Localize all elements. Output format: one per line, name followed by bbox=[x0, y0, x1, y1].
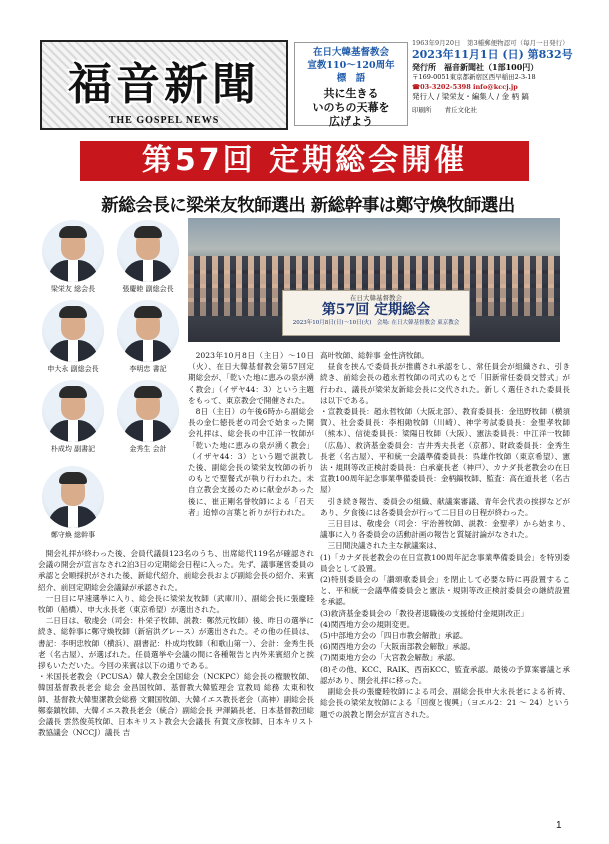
portrait-card bbox=[38, 380, 108, 454]
address-line: 〒169-0051東京都新宿区西早稲田2-3-18 bbox=[412, 73, 536, 81]
portrait-photo bbox=[117, 220, 179, 282]
subheadline: 新総会長に梁栄友牧師選出 新総幹事は鄭守煥牧師選出 bbox=[101, 196, 515, 216]
portrait-name: 申大永 副総会長 bbox=[47, 365, 99, 373]
masthead-logo bbox=[40, 40, 288, 130]
article-paragraph: 2023年10月8日（主日）〜10日（火）、在日大韓基督教会第57回定期総会が、「乾いた地に恵みの泉が湧く教会」（イザヤ44：3）という主題をもって、東京教会で開催された。 bbox=[188, 351, 314, 405]
article-paragraph: 高叶牧師、総幹事 金性済牧師。 bbox=[320, 351, 429, 360]
resolution-item: (1)「カナダ長老教会の在日宣教100周年記念事業準備委員会」を特別委員会として設置。 bbox=[320, 552, 570, 573]
portrait-photo bbox=[42, 466, 104, 528]
contact-line: ☎03-3202-5398 info@kccj.jp bbox=[412, 83, 518, 91]
motto-line6: 広げよう bbox=[329, 115, 373, 128]
portrait-photo bbox=[42, 380, 104, 442]
portrait-card bbox=[113, 380, 183, 454]
portrait-photo bbox=[117, 380, 179, 442]
article-paragraph: 二日目は、敬虔会（司会：朴栄子牧師、説教：鄭然元牧師）後、昨日の選挙に続き、総幹事に鄭守煥牧師（新宿洪グレース）が選出された。その他の任員は、書記：李明忠牧師（横浜）、副書記：朴成均牧師（和歌山第一）、会計：金秀生長老（名古屋）、が選ばれた。任員選挙や会議の間に各種報告と内外来賓紹介と挨拶もいただいた。今回の来賓は以下の通りである。 bbox=[38, 616, 314, 671]
portrait-name: 張慶睦 副総会長 bbox=[122, 285, 174, 293]
article-paragraph: 8日（主日）の午後6時から副総会長の金仁徳長老の司会で始まった開会礼拝は、総会長の中江洋一牧師が「乾いた地に恵みの泉が湧く教会」（イザヤ44：3）という題で説教した後、副総会長の梁栄友牧師の祈りのもとで聖餐式が執り行われた。未自立教会支援のために献金があった後に、崔正剛名誉牧師による「召天者」追悼の言葉と祈りが行われた。 bbox=[188, 407, 314, 517]
motto-line2: 宣教110～120周年 bbox=[307, 60, 395, 71]
article-paragraph: 昼食を挟んで委員長が推薦され承認をし、常任員会が組織され、引き続き、前総会長の趙永哲牧師の司式のもとで「旧新常任委員交替式」が行われ、議長が梁栄友新総会長に交代された。新しく選任された委員長は以下である。 bbox=[320, 362, 570, 405]
motto-line5: いのちの天幕を bbox=[312, 101, 390, 114]
resolution-item: (5)中部地方会の「四日市教会解散」承認。 bbox=[320, 631, 468, 641]
masthead-title: 福音新聞 bbox=[68, 59, 260, 110]
photo-banner-line3: 2023年10月8日(日)〜10日(火) 会場: 在日大韓基督教会 東京教会 bbox=[292, 320, 460, 326]
photo-stage-banner bbox=[282, 290, 470, 336]
printer-line: 印刷所 青丘文化社 bbox=[412, 106, 477, 114]
article-paragraph: 一日目に早速選挙に入り、総会長に梁栄友牧師（武庫川）、副総会長に張慶睦牧師（船橋）、申大永長老（東京希望）が選出された。 bbox=[38, 593, 314, 615]
portrait-card bbox=[38, 220, 108, 294]
motto-line3: 標 語 bbox=[336, 73, 366, 84]
issue-info bbox=[412, 38, 577, 115]
publisher-line: 発行所 福音新聞社（1部100円） bbox=[412, 62, 539, 72]
portrait-name: 鄭守煥 総幹事 bbox=[50, 531, 96, 539]
motto-line4: 共に生きる bbox=[323, 87, 379, 100]
editor-line: 発行人 / 梁栄友・編集人 / 金 柄 鎬 bbox=[412, 92, 529, 101]
article-paragraph: ・米国長老教会（PCUSA）韓人教会全国総会（NCKPC）総会長の権駿牧師、韓国基督教長老会 総会 金昌国牧師、基督教大韓監理会 宣教局 総務 太東和牧師、基督教大韓聖潔教会総務 文爾国牧師、大韓イエス教長老会（高神）副総会長 鄭泰鎮牧師、大韓イエス教長老会（統合）副総会長 尹渾鎬長老、日本基督教団総会議長 雲然俊英牧師、日本キリスト教会大会議長 有賀文彦牧師、日本キリスト教協議会（NCCJ）議長 吉 bbox=[38, 672, 314, 738]
portrait-name: 李明忠 書記 bbox=[129, 365, 167, 373]
article-paragraph: 副総会長の張慶睦牧師による司会、副総会長申大永長老による祈祷、総会長の梁栄友牧師による「回復と復興」（ヨエル2：21 〜 24）という題での説教と閉会が宣言された。 bbox=[320, 687, 570, 719]
portrait-photo bbox=[117, 300, 179, 362]
portrait-card bbox=[38, 466, 108, 540]
portrait-card bbox=[113, 300, 183, 374]
resolution-item: (4)関西地方会の規則変更。 bbox=[320, 619, 415, 629]
article-left-column bbox=[38, 548, 314, 738]
resolution-item: (2)特別委員会の「讃頌歌委員会」を閉止して必要な時に再設置すること、平和統一会議準備委員会と憲法・規則等改正検討委員会の継続設置を承認。 bbox=[320, 575, 570, 607]
portrait-card bbox=[38, 300, 108, 374]
motto-box bbox=[294, 42, 408, 126]
resolution-item: (6)関西地方会の「大阪南部教会解散」承認。 bbox=[320, 642, 476, 652]
motto-line1: 在日大韓基督教会 bbox=[312, 47, 389, 58]
article-paragraph: 三日目は、敬虔会（司会：宇治善牧師、説教：金聖孝）から始まり、議事に入り各委員会の活動計画の報告と質疑討論がなされた。 bbox=[320, 519, 570, 540]
portrait-card bbox=[113, 220, 183, 294]
portrait-photo bbox=[42, 220, 104, 282]
portrait-name: 梁栄友 総会長 bbox=[50, 285, 96, 293]
permit-line: 1963年9月20日 第3種郵便物認可（毎月一日発行） bbox=[412, 39, 569, 47]
photo-banner-line1: 在日大韓基督教会 bbox=[350, 294, 402, 302]
article-paragraph: 三日間決議された主な献議案は、 bbox=[327, 541, 442, 551]
masthead-english: THE GOSPEL NEWS bbox=[108, 115, 220, 126]
portrait-photo bbox=[42, 300, 104, 362]
page-number: 1 bbox=[556, 820, 562, 831]
issue-date: 2023年11月1日 (日) 第832号 bbox=[412, 48, 573, 61]
portrait-name: 金秀生 会計 bbox=[129, 445, 167, 453]
photo-banner-line2: 第57回 定期総会 bbox=[321, 302, 431, 318]
headline-banner: 第57回 定期総会開催 bbox=[80, 141, 529, 181]
article-right-column bbox=[320, 350, 570, 720]
resolution-item: (7)関東地方会の「大宮教会解散」承認。 bbox=[320, 653, 460, 663]
resolution-item: (3)救済基金委員会の「教役者退職後の支援給付金規則改正」 bbox=[320, 608, 529, 618]
article-paragraph: ・宣教委員長：趙永哲牧師（大阪北部）、教育委員長：金迅野牧師（横須賀）、社会委員長：李相勛牧師（川崎）、神学考試委員長：金聖孝牧師（熊本）、信徒委員長：梁陽日牧師（大阪）、憲法委員長：中江洋一牧師（広島）、救済基金委員会：吉井秀夫長老（京都）、財政委員長：金秀生長老（名古屋）、平和統一会議準備委員長：呉雄作牧師（東京希望）、憲法・規則等改正検討委員長：白承豪長老（神戸）、カナダ長老教会の在日宣教100周年記念事業準備委員長：金柄鎬牧師、監査：高在道長老（名古屋） bbox=[320, 407, 570, 495]
portrait-name: 朴成均 副書記 bbox=[50, 445, 96, 453]
article-paragraph: 開会礼拝が終わった後、会員代議員123名のうち、出席総代119名が確認され会議の開会が宣言なされ2泊3日の定期総会日程に入った。先ず、議事運営委員の承認と会順採択がされた後、新総代紹介、前総会長および副総会長の紹介、来賓紹介、前回定期総会会議録が承認された。 bbox=[38, 549, 314, 592]
article-intro bbox=[188, 350, 314, 518]
group-photo bbox=[188, 218, 560, 342]
resolution-item: (8)その他、KCC、RAIK、西南KCC、監査承認。最後の予算案審議と承認があり、閉会礼拝に移った。 bbox=[320, 664, 570, 685]
article-paragraph: 引き続き報告、委員会の組織、献議案審議、青年会代表の挨拶などがあり、夕食後には各委員会が行って二日目の日程が終わった。 bbox=[320, 496, 570, 517]
